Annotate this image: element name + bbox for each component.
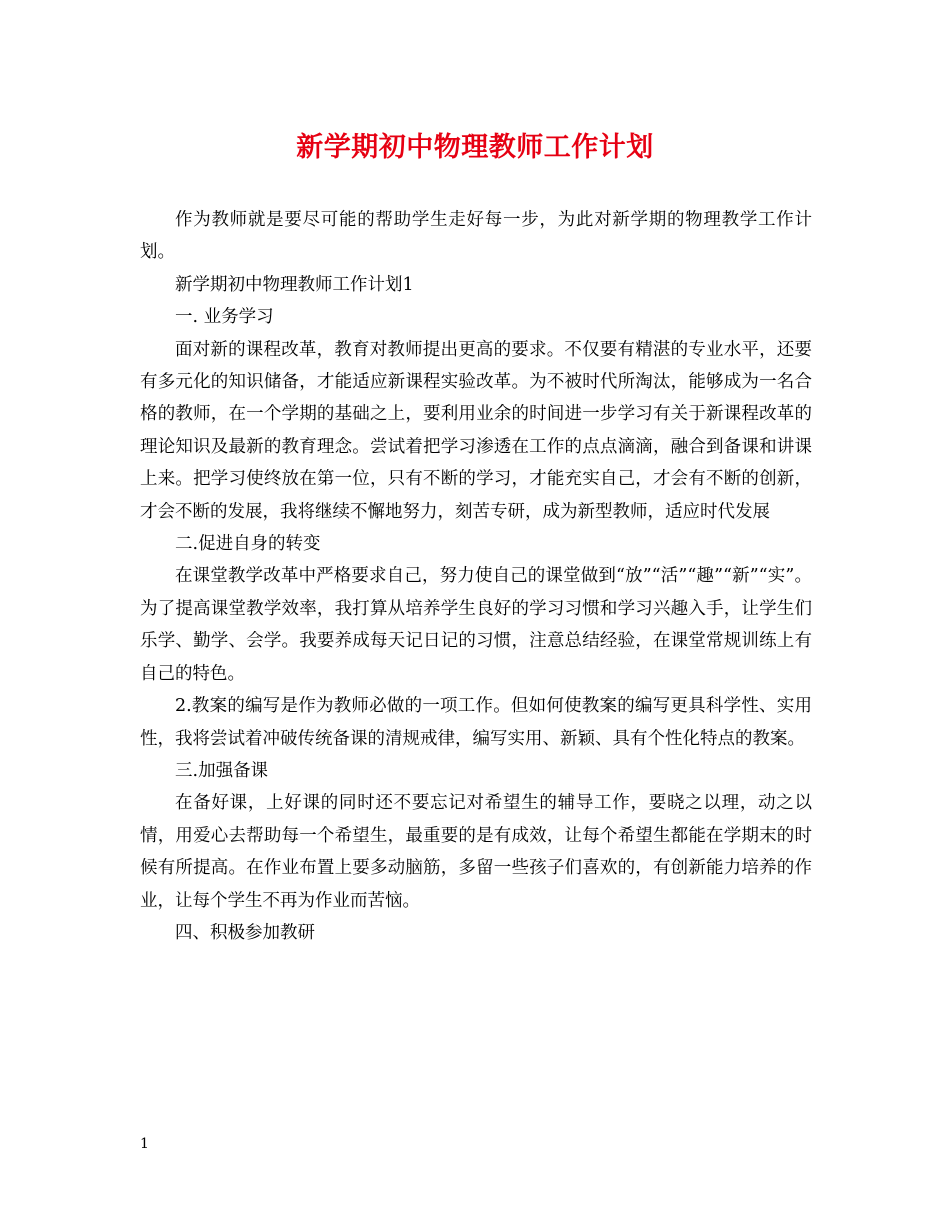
- intro-paragraph: 作为教师就是要尽可能的帮助学生走好每一步，为此对新学期的物理教学工作计划。: [140, 210, 812, 263]
- section-heading-teaching-research: 四、积极参加教研: [175, 922, 315, 943]
- self-transformation-paragraph: 在课堂教学改革中严格要求自己，努力使自己的课堂做到“放”“活”“趣”“新”“实”。为了提高课堂教学效率，我打算从培养学生良好的学习习惯和学习兴趣入手，让学生们乐学、勤学、会学。我要养成每天记日记的习惯，注意总结经验，在课堂常规训练上有自己的特色。: [140, 566, 812, 684]
- section-heading-self-transformation: 二.促进自身的转变: [175, 534, 321, 555]
- lesson-prep-paragraph: 在备好课，上好课的同时还不要忘记对希望生的辅导工作，要晓之以理，动之以情，用爱心去帮助每一个希望生，最重要的是有成效，让每个希望生都能在学期末的时候有所提高。在作业布置上要多动脑筋，多留一些孩子们喜欢的，有创新能力培养的作业，让每个学生不再为作业而苦恼。: [140, 793, 812, 911]
- plan-subtitle: 新学期初中物理教师工作计划1: [175, 274, 414, 295]
- section-heading-business-study: 一. 业务学习: [175, 307, 274, 328]
- business-study-paragraph: 面对新的课程改革，教育对教师提出更高的要求。不仅要有精湛的专业水平，还要有多元化的知识储备，才能适应新课程实验改革。为不被时代所淘汰，能够成为一名合格的教师，在一个学期的基础之上，要利用业余的时间进一步学习有关于新课程改革的理论知识及最新的教育理念。尝试着把学习渗透在工作的点点滴滴，融合到备课和讲课上来。把学习使终放在第一位，只有不断的学习，才能充实自己，才会有不断的创新，才会不断的发展，我将继续不懈地努力，刻苦专研，成为新型教师，适应时代发展: [140, 339, 812, 522]
- document-body: [140, 204, 812, 949]
- page-number: 1: [140, 1136, 149, 1152]
- document-title: 新学期初中物理教师工作计划: [296, 132, 654, 163]
- section-heading-lesson-prep: 三.加强备课: [175, 760, 269, 781]
- lesson-plan-paragraph: 2.教案的编写是作为教师必做的一项工作。但如何使教案的编写更具科学性、实用性，我将尝试着冲破传统备课的清规戒律，编写实用、新颖、具有个性化特点的教案。: [140, 696, 812, 749]
